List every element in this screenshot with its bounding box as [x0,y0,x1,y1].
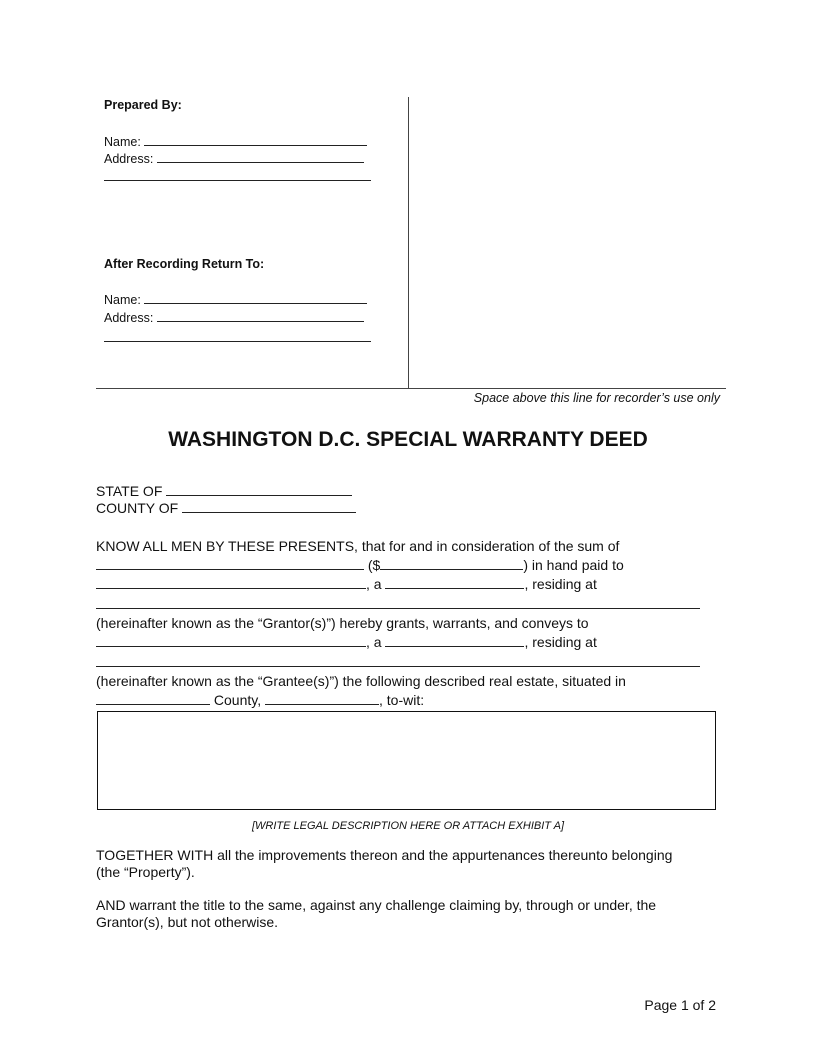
residing-at: , residing at [524,634,597,650]
legal-description-caption: [WRITE LEGAL DESCRIPTION HERE OR ATTACH EXHIBIT A] [251,820,565,832]
prepared-by-address-line2[interactable] [104,180,371,181]
address-label: Address: [104,152,154,166]
recorder-divider-horizontal [96,388,726,389]
grantor-address-field[interactable] [96,608,700,609]
legal-description-box[interactable] [97,711,716,810]
county-field[interactable] [182,500,356,513]
county-name-field[interactable] [96,692,210,705]
return-to-name-field[interactable] [144,291,367,304]
comma-a: , a [366,634,382,650]
prepared-by-address-field[interactable] [157,150,364,163]
recorder-note: Space above this line for recorder’s use only [473,391,720,405]
return-to-heading: After Recording Return To: [104,257,265,271]
grantee-status-field[interactable] [385,634,524,647]
dollar-open: ($ [367,557,381,573]
warrant-line-2: Grantor(s), but not otherwise. [96,914,279,930]
grantee-line: (hereinafter known as the “Grantee(s)”) the following described real estate, situated in [96,673,626,689]
warrant-line-1: AND warrant the title to the same, against any challenge claiming by, through or under, the [96,897,657,913]
recorder-divider-vertical [408,97,409,388]
body-line-3 [96,576,597,592]
page-number: Page 1 of 2 [644,997,716,1013]
state-label: STATE OF [96,483,163,499]
body-line-2 [96,557,624,573]
body-line-9 [96,692,424,708]
grantor-status-field[interactable] [385,576,524,589]
to-wit: , to-wit: [379,692,425,708]
page-title: WASHINGTON D.C. SPECIAL WARRANTY DEED [168,428,648,451]
body-line-1: KNOW ALL MEN BY THESE PRESENTS, that for and in consideration of the sum of [96,538,620,554]
name-label: Name: [104,293,141,307]
return-to-address-field[interactable] [157,309,364,322]
state-row [96,483,352,499]
consideration-amount-field[interactable] [380,557,523,570]
return-to-address-line2[interactable] [104,341,371,342]
address-label: Address: [104,311,154,325]
state-name-field[interactable] [265,692,379,705]
residing-at: , residing at [524,576,597,592]
county-label: COUNTY OF [96,500,179,516]
prepared-by-name-field[interactable] [144,133,367,146]
county-word: County, [213,692,262,708]
prepared-by-address-row [104,150,364,166]
name-label: Name: [104,135,141,149]
return-to-name-row [104,291,367,307]
return-to-address-row [104,309,364,325]
grantee-name-field[interactable] [96,634,366,647]
body-line-6 [96,634,597,650]
grantee-address-field[interactable] [96,666,700,667]
together-line-2: (the “Property”). [96,864,195,880]
grantor-name-field[interactable] [96,576,366,589]
consideration-words-field[interactable] [96,557,364,570]
county-row [96,500,356,516]
together-line-1: TOGETHER WITH all the improvements thereon and the appurtenances thereunto belonging [96,847,673,863]
state-field[interactable] [166,483,352,496]
prepared-by-heading: Prepared By: [104,98,182,112]
in-hand-paid: ) in hand paid to [523,557,624,573]
prepared-by-name-row [104,133,367,149]
comma-a: , a [366,576,382,592]
grantor-line: (hereinafter known as the “Grantor(s)”) hereby grants, warrants, and conveys to [96,615,589,631]
